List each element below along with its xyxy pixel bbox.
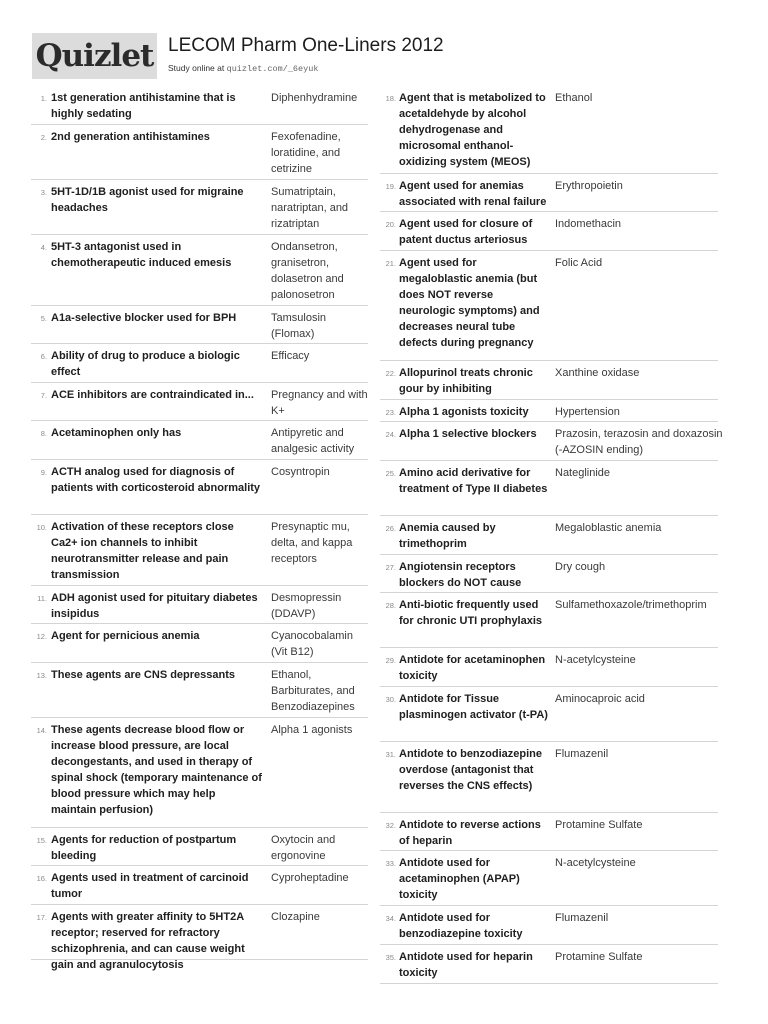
term-row — [380, 86, 718, 174]
item-number: 35. — [385, 953, 396, 962]
definition-text: Flumazenil — [555, 748, 609, 760]
term-text: Antidote for acetaminophen toxicity — [399, 654, 546, 682]
term-text: Antidote used for benzodiazepine toxicity — [399, 912, 523, 940]
term-text: Angiotensin receptors blockers do NOT cause — [399, 561, 522, 589]
item-number: 11. — [37, 594, 47, 603]
term-row — [31, 828, 368, 866]
item-number: 1. — [40, 94, 47, 103]
item-number: 28. — [385, 601, 396, 610]
term-text: Alpha 1 agonists toxicity — [399, 406, 529, 418]
term-row — [380, 555, 718, 593]
term-row — [31, 866, 368, 905]
term-text: Antidote to benzodiazepine overdose (antagonist that reverses the CNS effects) — [399, 748, 542, 792]
term-row — [31, 905, 368, 971]
definition-text: Efficacy — [271, 350, 310, 362]
item-number: 14. — [36, 726, 47, 735]
term-text: Amino acid derivative for treatment of Type II diabetes — [399, 467, 548, 495]
item-number: 2. — [40, 133, 47, 142]
item-number: 22. — [385, 369, 396, 378]
definition-text: Tamsulosin (Flomax) — [271, 312, 327, 340]
definition-text: Protamine Sulfate — [555, 951, 643, 963]
term-text: Alpha 1 selective blockers — [399, 428, 537, 440]
term-text: ACE inhibitors are contraindicated in... — [51, 389, 254, 401]
page-title: LECOM Pharm One-Liners 2012 — [168, 35, 444, 56]
term-row — [380, 516, 718, 555]
term-text: Ability of drug to produce a biologic effect — [51, 350, 240, 378]
item-number: 27. — [385, 563, 396, 572]
term-text: 5HT-3 antagonist used in chemotherapeutic induced emesis — [51, 241, 232, 269]
term-row — [380, 945, 718, 984]
term-row — [380, 251, 718, 361]
term-row — [31, 624, 368, 663]
item-number: 21. — [385, 259, 396, 268]
term-text: Agent used for anemias associated with renal failure — [399, 180, 547, 208]
item-number: 7. — [40, 391, 47, 400]
item-number: 4. — [40, 243, 47, 252]
term-row — [380, 461, 718, 516]
item-number: 24. — [385, 430, 396, 439]
definition-text: Megaloblastic anemia — [555, 522, 662, 534]
definition-text: Prazosin, terazosin and doxazosin (-AZOSIN ending) — [555, 428, 723, 456]
term-text: Antidote used for heparin toxicity — [399, 951, 533, 979]
term-text: Agents for reduction of postpartum bleeding — [51, 834, 237, 862]
item-number: 13. — [36, 671, 47, 680]
term-text: 1st generation antihistamine that is highly sedating — [51, 92, 236, 120]
item-number: 8. — [40, 429, 47, 438]
item-number: 16. — [36, 874, 47, 883]
term-text: Antidote used for acetaminophen (APAP) toxicity — [399, 857, 520, 901]
definition-text: Oxytocin and ergonovine — [271, 834, 336, 862]
item-number: 26. — [385, 524, 396, 533]
item-number: 18. — [385, 94, 396, 103]
term-row — [380, 813, 718, 851]
term-text: Allopurinol treats chronic gour by inhibiting — [399, 367, 533, 395]
term-text: Anti-biotic frequently used for chronic UTI prophylaxis — [399, 599, 543, 627]
definition-text: Hypertension — [555, 406, 620, 418]
term-row — [380, 593, 718, 648]
term-text: Activation of these receptors close Ca2+ ion channels to inhibit neurotransmitter release and pain transmission — [51, 521, 234, 581]
definition-text: Desmopressin (DDAVP) — [271, 592, 342, 620]
term-row — [380, 648, 718, 687]
item-number: 19. — [385, 182, 396, 191]
term-text: Agent for pernicious anemia — [51, 630, 200, 642]
item-number: 33. — [385, 859, 396, 868]
definition-text: Aminocaproic acid — [555, 693, 645, 705]
term-row — [31, 383, 368, 421]
definition-text: Pregnancy and with K+ — [271, 389, 368, 417]
term-text: Antidote for Tissue plasminogen activator (t-PA) — [399, 693, 548, 721]
item-number: 17. — [36, 913, 47, 922]
item-number: 15. — [36, 836, 47, 845]
term-row — [31, 460, 368, 515]
term-text: Agents with greater affinity to 5HT2A receptor; reserved for refractory schizophrenia, and can cause weight gain and agranulocytosis — [51, 911, 245, 971]
item-number: 10. — [36, 523, 47, 532]
term-row — [31, 421, 368, 460]
definition-text: N-acetylcysteine — [555, 654, 636, 666]
definition-text: Clozapine — [271, 911, 320, 923]
definition-text: Ondansetron, granisetron, dolasetron and palonosetron — [271, 241, 344, 301]
term-text: Acetaminophen only has — [51, 427, 182, 439]
term-row — [31, 235, 368, 306]
definition-text: Flumazenil — [555, 912, 609, 924]
definition-text: Dry cough — [555, 561, 606, 573]
definition-text: Indomethacin — [555, 218, 622, 230]
term-row — [31, 586, 368, 624]
definition-text: Xanthine oxidase — [555, 367, 640, 379]
term-text: These agents are CNS depressants — [51, 669, 236, 681]
definition-text: Sumatriptain, naratriptan, and rizatriptan — [271, 186, 349, 230]
right-term-column — [380, 86, 723, 984]
item-number: 32. — [385, 821, 396, 830]
term-row — [380, 687, 718, 742]
item-number: 23. — [385, 408, 396, 417]
definition-text: Sulfamethoxazole/trimethoprim — [555, 599, 707, 611]
definition-text: Diphenhydramine — [271, 92, 358, 104]
term-text: These agents decrease blood flow or increase blood pressure, are local decongestants, and used in therapy of spinal shock (temporary maintenance of blood pressure which may help maintain perfusion) — [51, 724, 262, 816]
definition-text: Protamine Sulfate — [555, 819, 643, 831]
item-number: 20. — [385, 220, 396, 229]
item-number: 34. — [385, 914, 396, 923]
term-row — [31, 515, 368, 586]
term-row — [31, 306, 368, 344]
quizlet-logo: Quizlet — [32, 33, 157, 79]
term-text: Antidote to reverse actions of heparin — [399, 819, 541, 847]
item-number: 9. — [40, 468, 47, 477]
term-row — [31, 86, 368, 125]
item-number: 12. — [36, 632, 47, 641]
definition-text: N-acetylcysteine — [555, 857, 636, 869]
definition-text: Nateglinide — [555, 467, 611, 479]
item-number: 30. — [385, 695, 396, 704]
definition-text: Ethanol, Barbiturates, and Benzodiazepines — [271, 669, 355, 713]
term-row — [380, 212, 718, 251]
term-text: Agent used for megaloblastic anemia (but does NOT reverse neurologic symptoms) and decreases neural tube defects during pregnancy — [399, 257, 540, 349]
term-row — [31, 718, 368, 828]
item-number: 25. — [385, 469, 396, 478]
term-row — [380, 174, 718, 212]
definition-text: Presynaptic mu, delta, and kappa receptors — [271, 521, 353, 565]
definition-text: Fexofenadine, loratidine, and cetrizine — [271, 131, 341, 175]
term-text: ADH agonist used for pituitary diabetes insipidus — [51, 592, 258, 620]
term-row — [380, 742, 718, 813]
definition-text: Folic Acid — [555, 257, 603, 269]
study-url-link[interactable]: quizlet.com/_6eyuk — [226, 64, 319, 74]
item-number: 6. — [40, 352, 47, 361]
definition-text: Cyanocobalamin (Vit B12) — [271, 630, 353, 658]
left-term-column — [31, 86, 368, 971]
item-number: 3. — [40, 188, 47, 197]
term-text: A1a-selective blocker used for BPH — [51, 312, 237, 324]
term-row — [380, 400, 718, 422]
definition-text: Erythropoietin — [555, 180, 623, 192]
term-row — [380, 851, 718, 906]
term-text: 5HT-1D/1B agonist used for migraine headaches — [51, 186, 244, 214]
term-row — [380, 906, 718, 945]
term-text: Anemia caused by trimethoprim — [399, 522, 496, 550]
term-text: Agents used in treatment of carcinoid tumor — [51, 872, 249, 900]
term-text: 2nd generation antihistamines — [51, 131, 210, 143]
definition-text: Ethanol — [555, 92, 593, 104]
definition-text: Antipyretic and analgesic activity — [271, 427, 355, 455]
term-row — [31, 344, 368, 383]
term-row — [31, 663, 368, 718]
page-header — [32, 33, 732, 79]
term-row — [31, 125, 368, 180]
definition-text: Cyproheptadine — [271, 872, 349, 884]
term-row — [31, 180, 368, 235]
term-text: Agent that is metabolized to acetaldehyde by alcohol dehydrogenase and microsomal enthanol-oxidizing system (MEOS) — [399, 92, 546, 168]
term-row — [380, 361, 718, 400]
definition-text: Cosyntropin — [271, 466, 330, 478]
term-text: Agent used for closure of patent ductus arteriosus — [399, 218, 533, 246]
study-online-label: Study online at — [168, 63, 225, 73]
item-number: 29. — [385, 656, 396, 665]
item-number: 5. — [40, 314, 47, 323]
item-number: 31. — [385, 750, 396, 759]
study-online-line — [168, 63, 318, 74]
definition-text: Alpha 1 agonists — [271, 724, 353, 736]
term-text: ACTH analog used for diagnosis of patients with corticosteroid abnormality — [51, 466, 261, 494]
term-row — [380, 422, 723, 461]
